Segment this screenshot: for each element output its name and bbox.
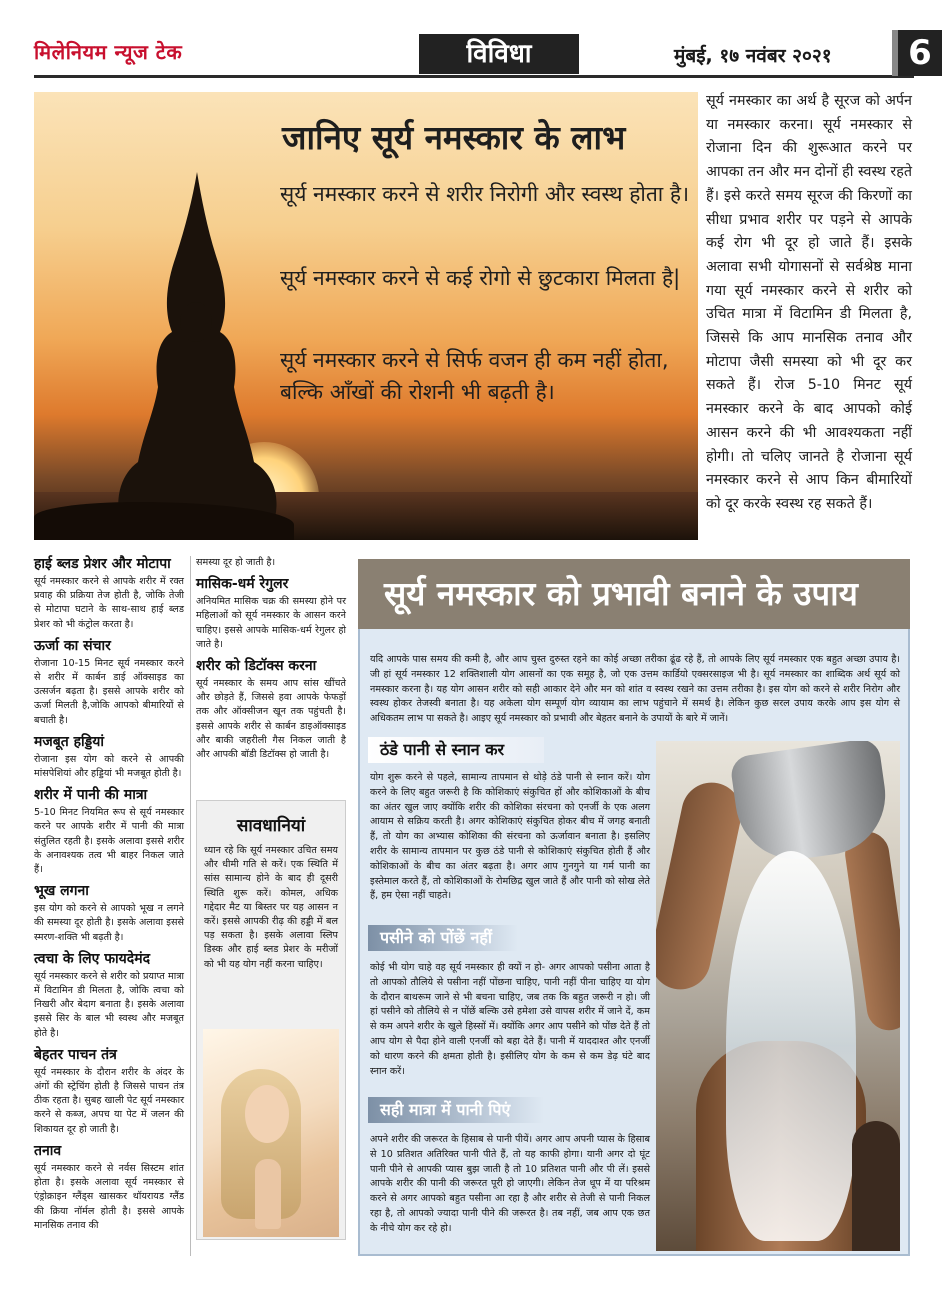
- section-text: योग शुरू करने से पहले, सामान्य तापमान से थोड़े ठंडे पानी से स्नान करें। योग करने के लिए बहुत जरूरी है कि कोशिकाएं संकुचित हों और कोशिकाओं के बीच का अंतर खुल जाए क्योंकि शरीर की कोशिका संरचना को एनर्जी के एक अलग आयाम से सक्रिय करती है। अगर कोशिकाएं संकुचित होकर बीच में जगह बनाती हैं, तो योग का अभ्यास कोशिका की संरचना को ऊर्जावान बनाता है। इसलिए शरीर के सामान्य तापमान पर कुछ ठंडे पानी से कोशिकाएं संकुचित होती हैं और कोशिकाओं के बीच का अंतर बढ़ता है। अगर आप गुनगुने या गर्म पानी का इस्तेमाल करते हैं, तो कोशिकाओं के रोमछिद्र खुल जाते हैं और पानी को सोख लेते हैं, हम ऐसा नहीं चाहते।: [370, 772, 650, 902]
- hero-point: सूर्य नमस्कार करने से शरीर निरोगी और स्वस्थ होता है।: [280, 182, 690, 206]
- benefit-text: इस योग को करने से आपको भूख न लगने की समस्या दूर होती है। इसके अलावा इससे स्मरण-शक्ति भी बढ़ती है।: [34, 903, 184, 943]
- face-shape: [245, 1085, 289, 1143]
- hero-yoga-image: [34, 92, 698, 540]
- benefit-heading: भूख लगना: [34, 883, 89, 900]
- section-text: कोई भी योग चाहे वह सूर्य नमस्कार ही क्यों न हो- अगर आपको पसीना आता है तो आपको तौलिये से पसीना नहीं पोंछना चाहिए, पानी नहीं पीना चाहिए या योग के दौरान बाथरूम जाने से भी बचना चाहिए, जब तक कि बहुत जरूरी न हो। जी हां पसीने को तौलिये से न पोंछें बल्कि उसे हमेशा उसे वापस शरीर में जाने दें, कम से कम अपने शरीर के खुले हिस्सों में। क्योंकि अगर आप पसीने को पोंछ देते हैं तो आप योग से पैदा होने वाली एनर्जी को बहा देते हैं। पानी में याददाश्त और एनर्जी को धारण करने की क्षमता होती है। इसीलिए योग के कम से कम डेढ़ घंटे बाद स्नान करें।: [370, 962, 650, 1077]
- article-body: [358, 629, 910, 1256]
- benefit-heading: बेहतर पाचन तंत्र: [34, 1046, 117, 1063]
- benefit-heading: तनाव: [34, 1142, 62, 1159]
- benefit-text: 5-10 मिनट नियमित रूप से सूर्य नमस्कार करने पर आपके शरीर में पानी की मात्रा संतुलित रहती है। इसके अलावा इससे शरीर के अनावश्यक तत्व भी बाहर निकल जाते हैं।: [34, 807, 184, 876]
- benefit-text: अनियमित मासिक चक्र की समस्या होने पर महिलाओं को सूर्य नमस्कार के आसन करने चाहिए। इससे आपके मासिक-धर्म रेगुलर हो जाते है।: [196, 596, 346, 650]
- column-divider: [190, 556, 191, 1256]
- brand-name: मिलेनियम न्यूज टेक: [34, 40, 183, 64]
- bystander-shape: [852, 1121, 900, 1251]
- benefit-text: रोजाना 10-15 मिनट सूर्य नमस्कार करने से शरीर में कार्बन डाई ऑक्साइड का उत्सर्जन बढ़ता है। इससे आपके शरीर को ऊर्जा मिलती है,जोकि आपको बीमारियों से बचाती है।: [34, 657, 184, 726]
- issue-date: मुंबई, १७ नवंबर २०२१: [674, 45, 832, 67]
- benefit-heading: शरीर को डिटॉक्स करना: [196, 658, 317, 675]
- benefit-heading: हाई ब्लड प्रेशर और मोटापा: [34, 556, 171, 572]
- hero-point: सूर्य नमस्कार करने से कई रोगो से छुटकारा मिलता है|: [280, 266, 681, 290]
- benefit-text: सूर्य नमस्कार के दौरान शरीर के अंदर के अंगों की स्ट्रेचिंग होती है जिससे पाचन तंत्र ठीक रहता है। सुबह खाली पेट सूर्य नमस्कार करने से कब्ज, अपच या पेट में जलन की शिकायत दूर हो जाती है।: [34, 1066, 184, 1135]
- water-splash-shape: [726, 851, 856, 1241]
- caution-title: सावधानियां: [236, 816, 306, 836]
- caution-box: [196, 800, 346, 1240]
- benefits-column-b: [196, 556, 346, 764]
- article-lead: यदि आपके पास समय की कमी है, और आप चुस्त दुरुस्त रहने का कोई अच्छा तरीका ढूंढ रहे हैं, तो आपके लिए सूर्य नमस्कार एक बहुत अच्छा उपाय है। जी हां सूर्य नमस्कार 12 शक्तिशाली योग आसनों का एक समूह है, जो एक उत्तम कार्डियो एक्सरसाइज भी है। सूर्य नमस्कार का शाब्दिक अर्थ सूर्य को नमस्कार करना है। यह योग आसन शरीर को सही आकार देने और मन को शांत व स्वस्थ रखने का उत्तम तरीका है। इस योग को करने से शरीर निरोग और स्वस्थ होकर तेजस्वी बनाता है। यह अकेला योग सम्पूर्ण योग व्यायाम का लाभ पहुंचाने में समर्थ है। लेकिन कुछ सरल उपाय करके आप इस योग से अधिकतम लाभ पा सकते है। आइए सूर्य नमस्कार को प्रभावी और बेहतर बनाने के उपायों के बारे में जानें।: [370, 654, 900, 725]
- subhead-sweat: पसीने को पोंछें नहीं: [368, 925, 518, 951]
- benefit-heading: शरीर में पानी की मात्रा: [34, 787, 148, 804]
- caution-text: ध्यान रहे कि सूर्य नमस्कार उचित समय और धीमी गति से करें। एक स्थिति में सांस सामान्य होने के बाद ही दूसरी स्थिति शुरू करें। कोमल, अधिक गद्देदार मैट या बिस्तर पर यह आसन न करें। इससे आपकी रीढ़ की हड्डी में बल पड़ सकता है। इसके अलावा स्लिप डिस्क और हाई ब्लड प्रेशर के मरीजों को भी यह योग नहीं करना चाहिए।: [204, 845, 338, 970]
- section-title: विविधा: [419, 34, 579, 74]
- yoga-silhouette-icon: [114, 172, 284, 532]
- benefit-heading: ऊर्जा का संचार: [34, 637, 111, 654]
- praying-woman-image: [203, 1029, 339, 1237]
- intro-text: सूर्य नमस्कार का अर्थ है सूरज को अर्पन या नमस्कार करना। सूर्य नमस्कार से रोजाना दिन की शुरूआत करने पर आपका तन और मन दोनों ही स्वस्थ रहते हैं। इसे करते समय सूरज की किरणों का सीधा प्रभाव शरीर पर पड़ने से आपके कई रोग भी दूर हो जाते हैं। इसके अलावा सभी योगासनों से सर्वश्रेष्ठ माना गया सूर्य नमस्कार करने से शरीर को उचित मात्रा में विटामिन डी मिलता है, जिससे कि आप मानसिक तनाव और मोटापा जैसी समस्या को भी दूर कर सकते हैं। रोज 5-10 मिनट सूर्य नमस्कार करने के बाद आपको कोई आसन करने की भी आवश्यकता नहीं होगी। तो चलिए जानते है रोजाना सूर्य नमस्कार करने से आप किन बीमारियों को दूर करके स्वस्थ रह सकते हैं।: [706, 93, 913, 512]
- section-text: अपने शरीर की जरूरत के हिसाब से पानी पीयें। अगर आप अपनी प्यास के हिसाब से 10 प्रतिशत अतिरिक्त पानी पीते हैं, तो यह काफी होगा। यानी अगर दो घूंट पानी पीने से आपकी प्यास बुझ जाती है तो 10 प्रतिशत पानी और पी लें। इससे आपके शरीर की पानी की जरूरत पूरी हो जाएगी। लेकिन तेज धूप में या परिश्रम करने से अगर आपको बहुत पसीना आ रहा है और शरीर से तेजी से पानी निकल रहा है, तो आपको ज्यादा पानी पीने की जरूरत है। तब नहीं, जब आप एक छत के नीचे योग कर रहे हो।: [370, 1134, 650, 1234]
- subhead-cold-water: ठंडे पानी से स्नान कर: [368, 737, 544, 763]
- water-bucket-bath-image: [656, 741, 900, 1251]
- benefits-column-a: [34, 556, 184, 1256]
- benefit-text: सूर्य नमस्कार करने से शरीर को प्रयाप्त मात्रा में विटामिन डी मिलता है, जोकि त्वचा को निखरी और बेदाग बनाता है। इसके अलावा इससे सिर के बाल भी स्वस्थ और मजबूत होते है।: [34, 970, 184, 1039]
- benefit-heading: त्वचा के लिए फायदेमंद: [34, 950, 151, 967]
- page-number: 6: [892, 30, 942, 76]
- benefit-heading: मासिक-धर्म रेगुलर: [196, 576, 289, 593]
- article-header: [358, 559, 910, 629]
- benefit-text: सूर्य नमस्कार के समय आप सांस खींचते और छोड़ते हैं, जिससे हवा आपके फेफड़ों तक और ऑक्सीजन खून तक पहुंचती है। इससे आपके शरीर से कार्बन डाइऑक्साइड और बाकी जहरीली गैस निकल जाती है और आपकी बॉडी डिटॉक्स हो जाती है।: [196, 678, 346, 761]
- benefit-text: सूर्य नमस्कार करने से आपके शरीर में रक्त प्रवाह की प्रक्रिया तेज होती है, जोकि तेजी से मोटापा घटाने के साथ-साथ हाई ब्लड प्रेशर को भी कंट्रोल करता है।: [34, 576, 184, 630]
- benefit-text: रोजाना इस योग को करने से आपकी मांसपेशियां और हड्डियां भी मजबूत होती है।: [34, 753, 184, 780]
- benefit-continued-text: समस्या दूर हो जाती है।: [196, 557, 276, 568]
- benefit-text: सूर्य नमस्कार करने से नर्वस सिस्टम शांत होता है। इसके अलावा सूर्य नमस्कार से एंड्रोक्राइन ग्लैंड्स खासकर थॉयरायड ग्लैंड की क्रिया नॉर्मल होती है। इससे आपके मानसिक तनाव की: [34, 1162, 184, 1231]
- article-title: सूर्य नमस्कार को प्रभावी बनाने के उपाय: [384, 574, 858, 613]
- folded-hands-shape: [255, 1159, 281, 1229]
- masthead: [34, 33, 932, 78]
- hero-title: जानिए सूर्य नमस्कार के लाभ: [282, 118, 626, 157]
- benefit-heading: मजबूत हड्डियां: [34, 733, 105, 750]
- subhead-water-intake: सही मात्रा में पानी पिएं: [368, 1097, 544, 1123]
- hero-point: सूर्य नमस्कार करने से सिर्फ वजन ही कम नहीं होता, बल्कि आँखों की रोशनी भी बढ़ती है।: [280, 348, 669, 404]
